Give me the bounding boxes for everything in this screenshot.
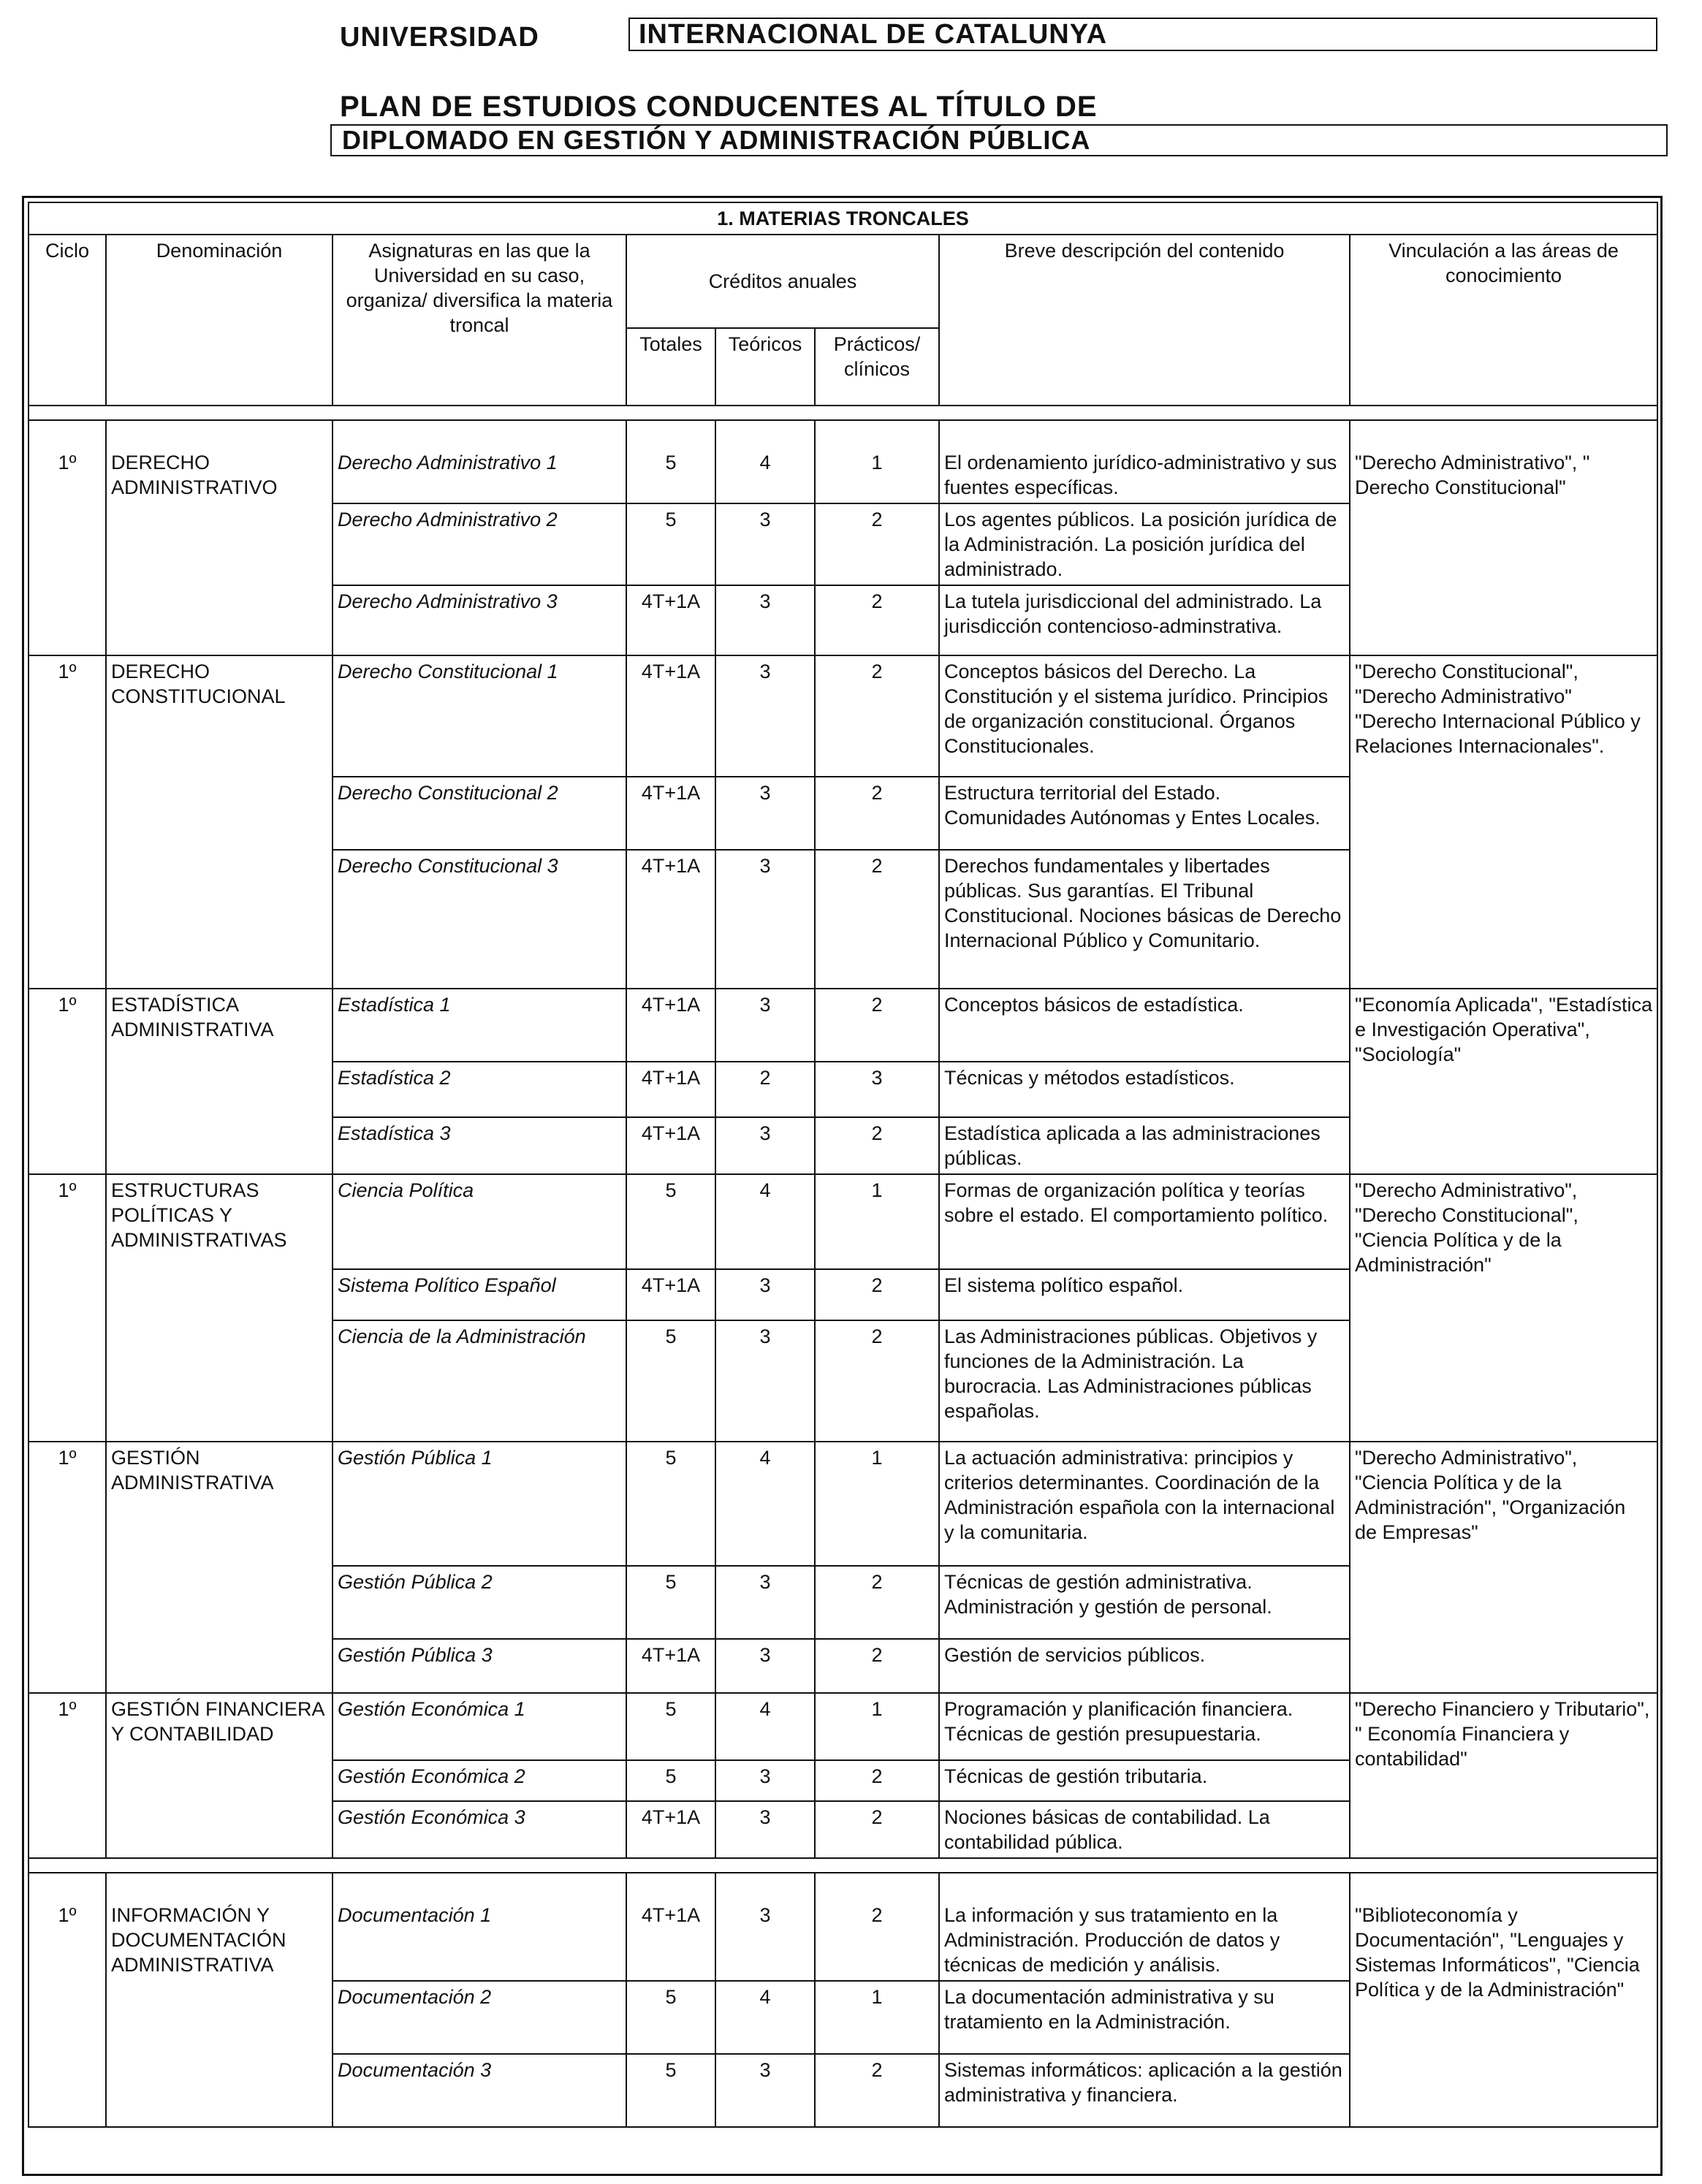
practicos-cell: 2 <box>815 1760 939 1801</box>
totales-cell: 5 <box>626 1442 715 1566</box>
totales-cell: 4T+1A <box>626 1639 715 1693</box>
totales-cell: 4T+1A <box>626 850 715 989</box>
descripcion-cell: La información y sus tratamiento en la Administración. Producción de datos y técnicas de medición y análisis. <box>939 1873 1350 1981</box>
descripcion-cell: El sistema político español. <box>939 1269 1350 1320</box>
descripcion-cell: Gestión de servicios públicos. <box>939 1639 1350 1693</box>
descripcion-cell: Nociones básicas de contabilidad. La contabilidad pública. <box>939 1801 1350 1858</box>
totales-cell: 5 <box>626 1981 715 2054</box>
totales-cell: 4T+1A <box>626 1117 715 1174</box>
asignatura-cell: Gestión Pública 1 <box>333 1442 626 1566</box>
practicos-cell: 2 <box>815 777 939 850</box>
vinculacion-cell: "Derecho Administrativo", "Derecho Constitucional", "Ciencia Política y de la Administración" <box>1350 1174 1657 1442</box>
col-ciclo: Ciclo <box>29 235 106 406</box>
col-asignaturas: Asignaturas en las que la Universidad en su caso, organiza/ diversifica la materia troncal <box>333 235 626 406</box>
vinculacion-cell: "Derecho Administrativo", " Derecho Constitucional" <box>1350 420 1657 655</box>
teoricos-cell: 3 <box>715 503 815 585</box>
teoricos-cell: 3 <box>715 1801 815 1858</box>
teoricos-cell: 3 <box>715 655 815 777</box>
descripcion-cell: Derechos fundamentales y libertades públicas. Sus garantías. El Tribunal Constitucional. Nociones básicas de Derecho Internacional Público y Comunitario. <box>939 850 1350 989</box>
practicos-cell: 1 <box>815 1442 939 1566</box>
totales-cell: 5 <box>626 420 715 503</box>
teoricos-cell: 3 <box>715 777 815 850</box>
descripcion-cell: Formas de organización política y teorías sobre el estado. El comportamiento político. <box>939 1174 1350 1269</box>
descripcion-cell: El ordenamiento jurídico-administrativo y sus fuentes específicas. <box>939 420 1350 503</box>
ciclo-cell: 1º <box>29 1873 106 2127</box>
asignatura-cell: Derecho Administrativo 3 <box>333 585 626 655</box>
teoricos-cell: 3 <box>715 850 815 989</box>
teoricos-cell: 3 <box>715 1269 815 1320</box>
totales-cell: 5 <box>626 1760 715 1801</box>
practicos-cell: 2 <box>815 1801 939 1858</box>
teoricos-cell: 3 <box>715 1760 815 1801</box>
totales-cell: 4T+1A <box>626 777 715 850</box>
teoricos-cell: 3 <box>715 989 815 1062</box>
vinculacion-cell: "Derecho Financiero y Tributario", " Economía Financiera y contabilidad" <box>1350 1693 1657 1858</box>
totales-cell: 4T+1A <box>626 1269 715 1320</box>
vinculacion-cell: "Derecho Constitucional", "Derecho Administrativo" "Derecho Internacional Público y Relaciones Internacionales". <box>1350 655 1657 989</box>
ciclo-cell: 1º <box>29 1174 106 1442</box>
totales-cell: 4T+1A <box>626 989 715 1062</box>
totales-cell: 5 <box>626 2054 715 2127</box>
table-row <box>29 420 1657 503</box>
asignatura-cell: Derecho Administrativo 2 <box>333 503 626 585</box>
descripcion-cell: Conceptos básicos del Derecho. La Constitución y el sistema jurídico. Principios de organización constitucional. Órganos Constitucionales. <box>939 655 1350 777</box>
practicos-cell: 1 <box>815 1174 939 1269</box>
denominacion-cell: ESTRUCTURAS POLÍTICAS Y ADMINISTRATIVAS <box>106 1174 333 1442</box>
practicos-cell: 2 <box>815 2054 939 2127</box>
practicos-cell: 2 <box>815 1566 939 1639</box>
practicos-cell: 2 <box>815 1873 939 1981</box>
ciclo-cell: 1º <box>29 655 106 989</box>
col-vinculacion: Vinculación a las áreas de conocimiento <box>1350 235 1657 406</box>
descripcion-cell: Técnicas de gestión tributaria. <box>939 1760 1350 1801</box>
asignatura-cell: Estadística 3 <box>333 1117 626 1174</box>
practicos-cell: 2 <box>815 655 939 777</box>
practicos-cell: 3 <box>815 1062 939 1117</box>
asignatura-cell: Sistema Político Español <box>333 1269 626 1320</box>
practicos-cell: 2 <box>815 850 939 989</box>
practicos-cell: 2 <box>815 503 939 585</box>
teoricos-cell: 4 <box>715 420 815 503</box>
teoricos-cell: 4 <box>715 1442 815 1566</box>
practicos-cell: 2 <box>815 1269 939 1320</box>
table-row <box>29 1174 1657 1269</box>
degree-title: DIPLOMADO EN GESTIÓN Y ADMINISTRACIÓN PÚBLICA <box>330 124 1668 156</box>
teoricos-cell: 3 <box>715 585 815 655</box>
totales-cell: 4T+1A <box>626 655 715 777</box>
totales-cell: 4T+1A <box>626 1873 715 1981</box>
descripcion-cell: Sistemas informáticos: aplicación a la gestión administrativa y financiera. <box>939 2054 1350 2127</box>
descripcion-cell: La tutela jurisdiccional del administrado. La jurisdicción contencioso-adminstrativa. <box>939 585 1350 655</box>
teoricos-cell: 3 <box>715 1320 815 1442</box>
teoricos-cell: 4 <box>715 1981 815 2054</box>
descripcion-cell: Estructura territorial del Estado. Comunidades Autónomas y Entes Locales. <box>939 777 1350 850</box>
descripcion-cell: La documentación administrativa y su tratamiento en la Administración. <box>939 1981 1350 2054</box>
asignatura-cell: Ciencia de la Administración <box>333 1320 626 1442</box>
table-row <box>29 989 1657 1062</box>
descripcion-cell: Técnicas y métodos estadísticos. <box>939 1062 1350 1117</box>
table-row <box>29 655 1657 777</box>
asignatura-cell: Documentación 3 <box>333 2054 626 2127</box>
totales-cell: 4T+1A <box>626 1801 715 1858</box>
teoricos-cell: 3 <box>715 2054 815 2127</box>
col-totales: Totales <box>626 328 715 406</box>
descripcion-cell: Los agentes públicos. La posición jurídica de la Administración. La posición jurídica del administrado. <box>939 503 1350 585</box>
denominacion-cell: GESTIÓN ADMINISTRATIVA <box>106 1442 333 1693</box>
col-denominacion: Denominación <box>106 235 333 406</box>
asignatura-cell: Gestión Pública 2 <box>333 1566 626 1639</box>
university-name: INTERNACIONAL DE CATALUNYA <box>628 18 1657 51</box>
table-row <box>29 1442 1657 1566</box>
ciclo-cell: 1º <box>29 420 106 655</box>
descripcion-cell: Técnicas de gestión administrativa. Administración y gestión de personal. <box>939 1566 1350 1639</box>
asignatura-cell: Derecho Administrativo 1 <box>333 420 626 503</box>
descripcion-cell: La actuación administrativa: principios y criterios determinantes. Coordinación de la Administración española con la internacional y la comunitaria. <box>939 1442 1350 1566</box>
col-teoricos: Teóricos <box>715 328 815 406</box>
totales-cell: 5 <box>626 1693 715 1760</box>
ciclo-cell: 1º <box>29 1693 106 1858</box>
asignatura-cell: Derecho Constitucional 2 <box>333 777 626 850</box>
practicos-cell: 1 <box>815 1693 939 1760</box>
asignatura-cell: Ciencia Política <box>333 1174 626 1269</box>
totales-cell: 5 <box>626 503 715 585</box>
asignatura-cell: Documentación 2 <box>333 1981 626 2054</box>
asignatura-cell: Derecho Constitucional 3 <box>333 850 626 989</box>
header-university <box>340 19 1108 53</box>
vinculacion-cell: "Economía Aplicada", "Estadística e Investigación Operativa", "Sociología" <box>1350 989 1657 1174</box>
asignatura-cell: Gestión Económica 2 <box>333 1760 626 1801</box>
asignatura-cell: Documentación 1 <box>333 1873 626 1981</box>
header-separator <box>29 406 1657 420</box>
totales-cell: 4T+1A <box>626 1062 715 1117</box>
teoricos-cell: 3 <box>715 1873 815 1981</box>
asignatura-cell: Gestión Económica 3 <box>333 1801 626 1858</box>
totales-cell: 5 <box>626 1174 715 1269</box>
practicos-cell: 2 <box>815 1639 939 1693</box>
practicos-cell: 2 <box>815 585 939 655</box>
asignatura-cell: Gestión Pública 3 <box>333 1639 626 1693</box>
materias-troncales-table <box>28 202 1658 2128</box>
vinculacion-cell: "Derecho Administrativo", "Ciencia Política y de la Administración", "Organización de Empresas" <box>1350 1442 1657 1693</box>
practicos-cell: 2 <box>815 989 939 1062</box>
vinculacion-cell: "Biblioteconomía y Documentación", "Lenguajes y Sistemas Informáticos", "Ciencia Política y de la Administración" <box>1350 1873 1657 2127</box>
asignatura-cell: Estadística 2 <box>333 1062 626 1117</box>
teoricos-cell: 4 <box>715 1693 815 1760</box>
practicos-cell: 2 <box>815 1320 939 1442</box>
university-label: UNIVERSIDAD <box>340 22 539 53</box>
totales-cell: 5 <box>626 1566 715 1639</box>
table-row <box>29 1693 1657 1760</box>
descripcion-cell: Programación y planificación financiera. Técnicas de gestión presupuestaria. <box>939 1693 1350 1760</box>
denominacion-cell: DERECHO ADMINISTRATIVO <box>106 420 333 655</box>
descripcion-cell: Estadística aplicada a las administraciones públicas. <box>939 1117 1350 1174</box>
table-row <box>29 1873 1657 1981</box>
ciclo-cell: 1º <box>29 989 106 1174</box>
totales-cell: 5 <box>626 1320 715 1442</box>
practicos-cell: 1 <box>815 420 939 503</box>
plan-title: PLAN DE ESTUDIOS CONDUCENTES AL TÍTULO DE <box>340 91 1098 123</box>
denominacion-cell: GESTIÓN FINANCIERA Y CONTABILIDAD <box>106 1693 333 1858</box>
descripcion-cell: Las Administraciones públicas. Objetivos y funciones de la Administración. La burocracia. Las Administraciones públicas españolas. <box>939 1320 1350 1442</box>
group-separator <box>29 1858 1657 1873</box>
teoricos-cell: 3 <box>715 1117 815 1174</box>
descripcion-cell: Conceptos básicos de estadística. <box>939 989 1350 1062</box>
denominacion-cell: INFORMACIÓN Y DOCUMENTACIÓN ADMINISTRATIVA <box>106 1873 333 2127</box>
col-descripcion: Breve descripción del contenido <box>939 235 1350 406</box>
teoricos-cell: 3 <box>715 1639 815 1693</box>
teoricos-cell: 2 <box>715 1062 815 1117</box>
totales-cell: 4T+1A <box>626 585 715 655</box>
table-title: 1. MATERIAS TRONCALES <box>29 202 1657 235</box>
denominacion-cell: DERECHO CONSTITUCIONAL <box>106 655 333 989</box>
asignatura-cell: Estadística 1 <box>333 989 626 1062</box>
teoricos-cell: 4 <box>715 1174 815 1269</box>
asignatura-cell: Derecho Constitucional 1 <box>333 655 626 777</box>
col-practicos: Prácticos/ clínicos <box>815 328 939 406</box>
col-creditos: Créditos anuales <box>626 235 939 328</box>
asignatura-cell: Gestión Económica 1 <box>333 1693 626 1760</box>
practicos-cell: 1 <box>815 1981 939 2054</box>
denominacion-cell: ESTADÍSTICA ADMINISTRATIVA <box>106 989 333 1174</box>
ciclo-cell: 1º <box>29 1442 106 1693</box>
teoricos-cell: 3 <box>715 1566 815 1639</box>
practicos-cell: 2 <box>815 1117 939 1174</box>
